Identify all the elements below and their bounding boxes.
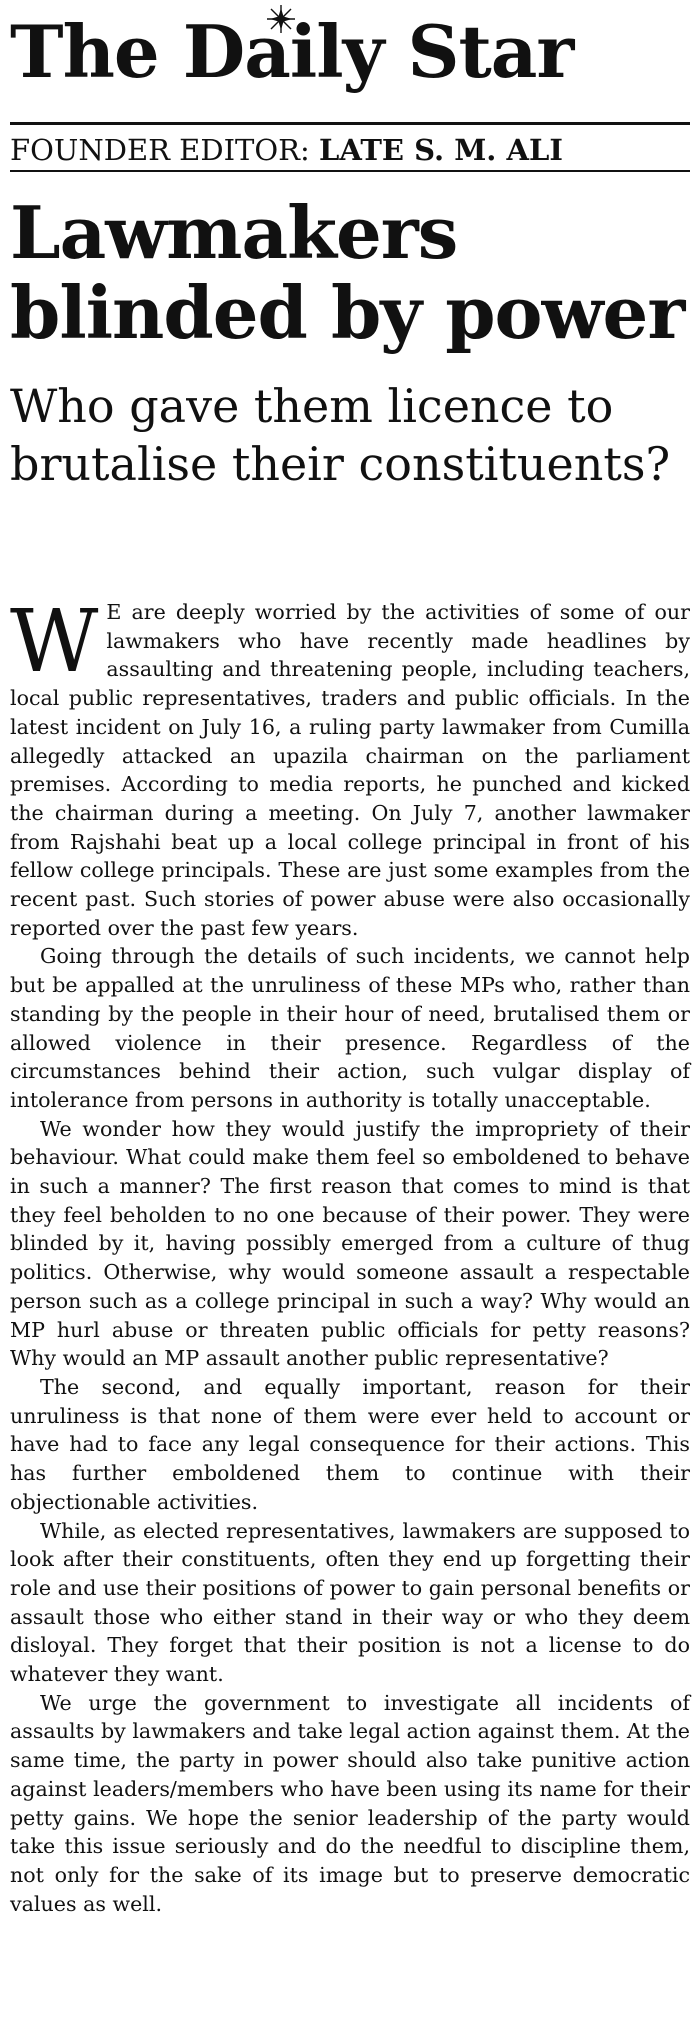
article-paragraph: While, as elected representatives, lawmakers are supposed to look after their constituents, often they end up forgetting their role and use their positions of power to gain personal benefits or assault those who either stand in their way or who they deem disloyal. They forget that their position is not a license to do whatever they want. — [10, 1518, 690, 1687]
masthead-rule-bottom — [10, 170, 690, 172]
article-paragraph: The second, and equally important, reason for their unruliness is that none of them were ever held to account or have had to face any legal consequence for their actions. This has further emboldened them to continue with their objectionable activities. — [10, 1374, 690, 1514]
drop-cap: W — [10, 592, 99, 692]
masthead — [10, 4, 690, 167]
headline: Lawmakers blinded by power — [10, 190, 685, 355]
article-paragraph: We wonder how they would justify the impropriety of their behaviour. What could make them feel so emboldened to behave in such a manner? The first reason that comes to mind is that they feel beholden to no one because of their power. They were blinded by it, having possibly emerged from a culture of thug politics. Otherwise, why would someone assault a respectable person such as a college principal in such a way? Why would an MP hurl abuse or threaten public officials for petty reasons? Why would an MP assault another public representative? — [10, 1116, 690, 1371]
masthead-rule-top — [10, 122, 690, 125]
article-paragraph: Going through the details of such incidents, we cannot help but be appalled at the unruliness of these MPs who, rather than standing by the people in their hour of need, brutalised them or allowed violence in their presence. Regardless of the circumstances behind their action, such vulgar display of intolerance from persons in authority is totally unacceptable. — [10, 944, 690, 1112]
newspaper-title: The Daily Star — [10, 9, 574, 94]
editorial-article — [10, 592, 690, 1918]
founder-editor-name: LATE S. M. ALI — [319, 133, 563, 167]
founder-editor-label: FOUNDER EDITOR: — [10, 133, 310, 167]
article-paragraph: We urge the government to investigate all incidents of assaults by lawmakers and take legal action against them. At the same time, the party in power should also take punitive action against leaders/members who have been using its name for their petty gains. We hope the senior leadership of the party would take this issue seriously and do the needful to discipline them, not only for the sake of its image but to preserve democratic values as well. — [10, 1690, 690, 1916]
founder-editor-line — [10, 132, 690, 168]
subheadline: Who gave them licence to brutalise their constituents? — [10, 379, 671, 491]
article-paragraph — [10, 592, 690, 942]
paragraph-text: E are deeply worried by the activities of some of our lawmakers who have recently made headlines by assaulting and threatening people, including teachers, local public representatives, traders and public officials. In the latest incident on July 16, a ruling party lawmaker from Cumilla allegedly attacked an upazila chairman on the parliament premises. According to media reports, he punched and kicked the chairman during a meeting. On July 7, another lawmaker from Rajshahi beat up a local college principal in front of his fellow college principals. These are just some examples from the recent past. Such stories of power abuse were also occasionally reported over the past few years. — [10, 600, 690, 940]
